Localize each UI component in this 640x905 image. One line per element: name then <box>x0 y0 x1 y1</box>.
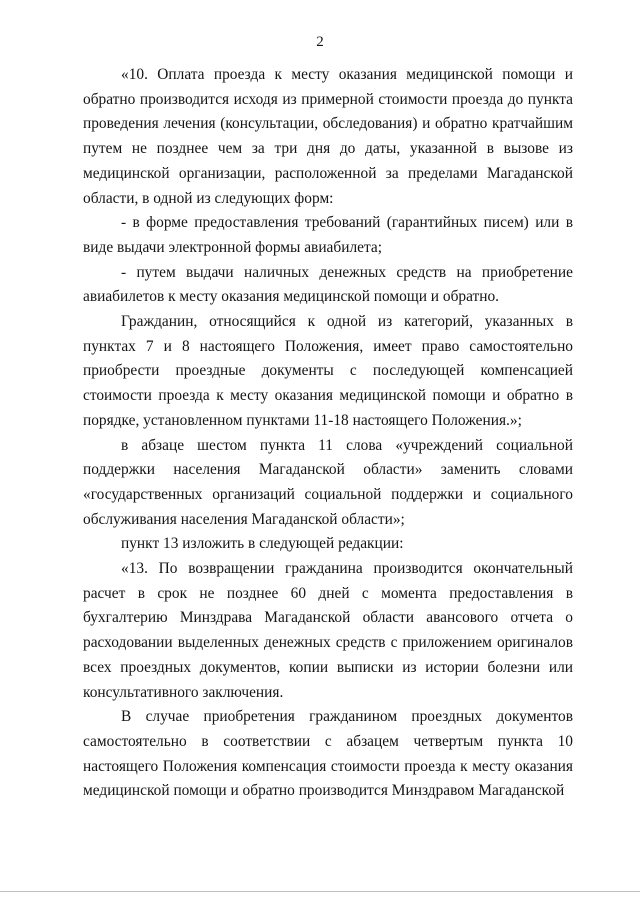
paragraph-compensation: В случае приобретения гражданином проездных документов самостоятельно в соответствии с абзацем четвертым пункта 10 настоящего Положения компенсация стоимости проезда к месту оказания медицинской помощи и обратно производится Минздравом Магаданской <box>83 708 573 800</box>
page-bottom-divider <box>0 891 640 892</box>
document-body <box>83 63 573 804</box>
paragraph-item-10: «10. Оплата проезда к месту оказания медицинской помощи и обратно производится исходя из примерной стоимости проезда до пункта проведения лечения (консультации, обследования) и обратно кратчайшим путем не позднее чем за три дня до даты, указанной в вызове из медицинской организации, расположенной за пределами Магаданской области, в одной из следующих форм: <box>83 66 573 207</box>
paragraph-form-cash: - путем выдачи наличных денежных средств на приобретение авиабилетов к месту оказания медицинской помощи и обратно. <box>83 263 573 306</box>
paragraph-self-purchase-right: Гражданин, относящийся к одной из категорий, указанных в пунктах 7 и 8 настоящего Положения, имеет право самостоятельно приобрести проездные документы с последующей компенсацией стоимости проезда к месту оказания медицинской помощи и обратно в порядке, установленном пунктами 11-18 настоящего Положения.»; <box>83 313 573 429</box>
paragraph-item-13: «13. По возвращении гражданина производится окончательный расчет в срок не позднее 60 дней с момента предоставления в бухгалтерию Минздрава Магаданской области авансового отчета о расходовании выделенных денежных средств с приложением оригиналов всех проездных документов, копии выписки из истории болезни или консультативного заключения. <box>83 560 573 701</box>
paragraph-form-guarantee-letters: - в форме предоставления требований (гарантийных писем) или в виде выдачи электронной формы авиабилета; <box>83 214 573 256</box>
paragraph-item-13-intro: пункт 13 изложить в следующей редакции: <box>121 535 404 553</box>
page-number: 2 <box>316 34 324 50</box>
paragraph-amend-item-11: в абзаце шестом пункта 11 слова «учреждений социальной поддержки населения Магаданской области» заменить словами «государственных организаций социальной поддержки и социального обслуживания населения Магаданской области»; <box>83 436 573 528</box>
